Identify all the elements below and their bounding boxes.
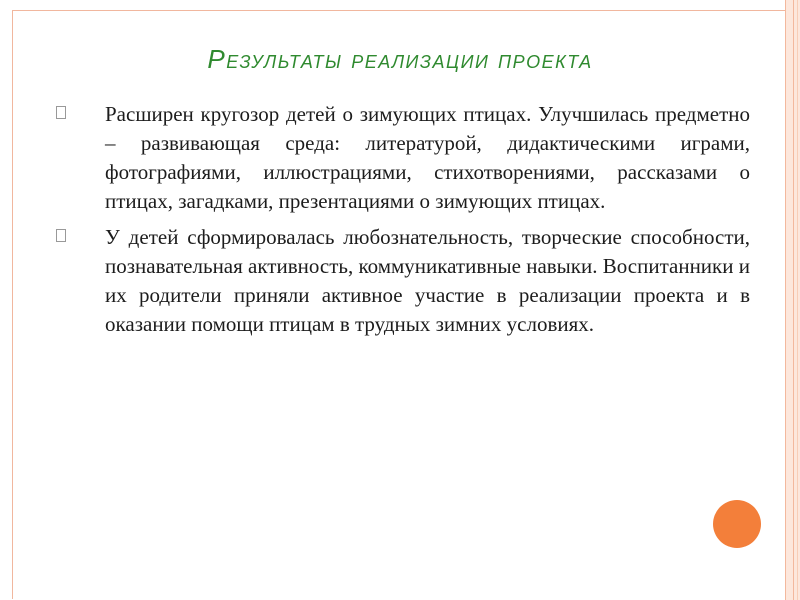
decorative-side-strip xyxy=(785,0,800,600)
strip-line xyxy=(797,0,798,600)
bullet-icon xyxy=(56,229,66,242)
strip-line xyxy=(793,0,794,600)
bullet-icon xyxy=(56,106,66,119)
bullet-text: У детей сформировалась любознательность, творческие способности, познавательная активность, коммуникативные навыки. Воспитанники и их родители приняли активное участие в реализации проекта и в оказании помощи птицам в трудных зимних условиях. xyxy=(105,225,750,336)
slide-content xyxy=(50,100,750,339)
bullet-item xyxy=(50,223,750,339)
bullet-item xyxy=(50,100,750,216)
bullet-text: Расширен кругозор детей о зимующих птицах. Улучшилась предметно – развивающая среда: литературой, дидактическими играми, фотографиями, иллюстрациями, стихотворениями, рассказами о птицах, загадками, презентациями о зимующих птицах. xyxy=(105,102,750,213)
slide-title: Результаты реализации проекта xyxy=(207,44,593,74)
decorative-circle xyxy=(713,500,761,548)
